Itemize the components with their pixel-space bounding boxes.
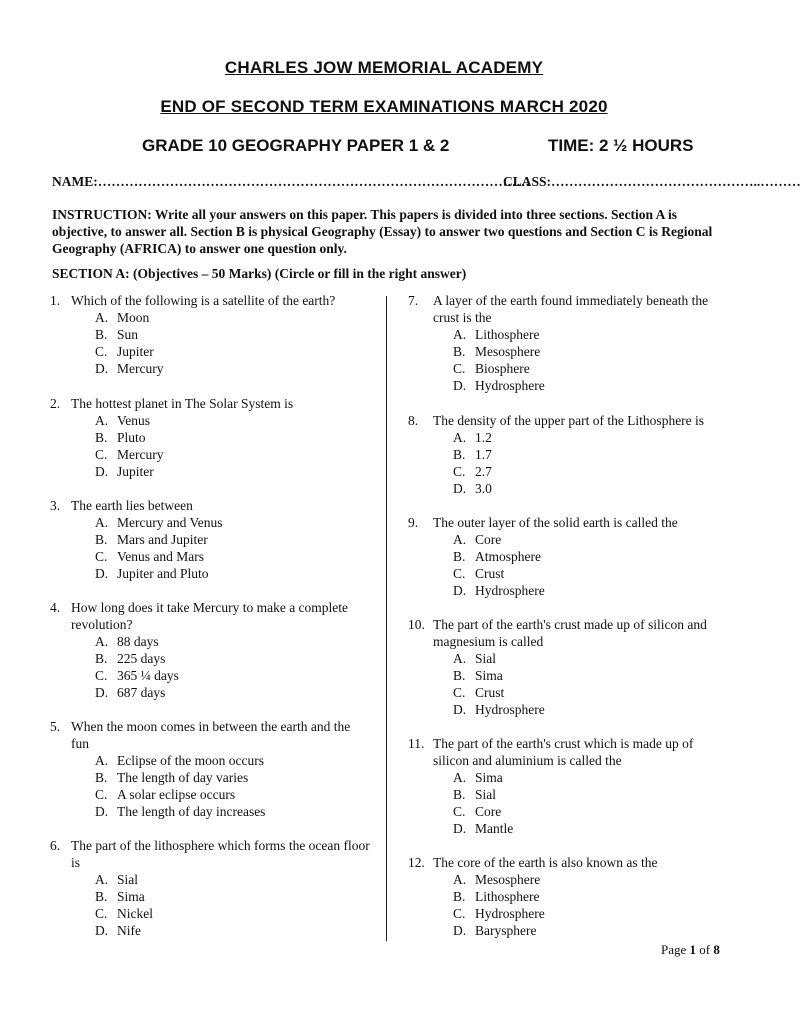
option[interactable]: A. Lithosphere: [453, 327, 540, 342]
question-number: 3.: [50, 498, 61, 513]
option-list: [453, 769, 513, 837]
exam-title: END OF SECOND TERM EXAMINATIONS MARCH 2020: [160, 97, 608, 116]
option[interactable]: A. 88 days: [95, 634, 159, 649]
question-number: 9.: [408, 515, 419, 530]
option[interactable]: D. Hydrosphere: [453, 583, 545, 598]
page-number: Page 1 of 8: [661, 942, 720, 957]
question-number: 12.: [408, 855, 425, 870]
option-list: [95, 752, 265, 820]
option[interactable]: D. Mercury: [95, 361, 164, 376]
option-list: [95, 514, 222, 582]
option[interactable]: B. The length of day varies: [95, 770, 249, 785]
paper-title: GRADE 10 GEOGRAPHY PAPER 1 & 2: [142, 136, 450, 155]
option[interactable]: B. Mars and Jupiter: [95, 532, 208, 547]
option[interactable]: C. Crust: [453, 685, 505, 700]
option[interactable]: D. Mantle: [453, 821, 514, 836]
option[interactable]: A. Venus: [95, 413, 150, 428]
option[interactable]: A. 1.2: [453, 430, 492, 445]
column-divider: [386, 296, 387, 941]
question-number: 4.: [50, 600, 61, 615]
option[interactable]: A. Sial: [453, 651, 497, 666]
option-list: [453, 531, 545, 599]
option[interactable]: B. Sial: [453, 787, 497, 802]
question-stem: Which of the following is a satellite of the earth?: [71, 293, 336, 308]
option[interactable]: B. Sima: [95, 889, 145, 904]
option[interactable]: C. Core: [453, 804, 502, 819]
option[interactable]: A. Eclipse of the moon occurs: [95, 753, 264, 768]
school-title: CHARLES JOW MEMORIAL ACADEMY: [224, 58, 544, 77]
question-stem: A layer of the earth found immediately beneath the crust is the: [433, 293, 709, 325]
option-list: [95, 871, 153, 939]
question-number: 1.: [50, 293, 61, 308]
option-list: [453, 326, 545, 394]
option[interactable]: D. The length of day increases: [95, 804, 266, 819]
question-stem: The earth lies between: [71, 498, 193, 513]
question-stem: The part of the lithosphere which forms the ocean floor is: [71, 838, 370, 870]
option[interactable]: A. Sial: [95, 872, 139, 887]
option[interactable]: C. Crust: [453, 566, 505, 581]
option-list: [95, 412, 163, 480]
option[interactable]: B. Sima: [453, 668, 503, 683]
question-number: 11.: [408, 736, 425, 751]
name-class-row: [52, 174, 801, 190]
option[interactable]: A. Sima: [453, 770, 503, 785]
question-stem: The part of the earth's crust which is made up of silicon and aluminium is called the: [433, 736, 694, 768]
option[interactable]: C. Venus and Mars: [95, 549, 204, 564]
option-list: [95, 309, 163, 377]
option[interactable]: B. 225 days: [95, 651, 166, 666]
question-number: 10.: [408, 617, 425, 632]
question-number: 7.: [408, 293, 419, 308]
option[interactable]: B. 1.7: [453, 447, 492, 462]
option[interactable]: C. 365 ¼ days: [95, 668, 179, 683]
question-stem: The outer layer of the solid earth is called the: [433, 515, 678, 530]
option[interactable]: D. Nife: [95, 923, 141, 938]
option[interactable]: A. Mesosphere: [453, 872, 541, 887]
question-number: 8.: [408, 413, 419, 428]
option[interactable]: A. Core: [453, 532, 502, 547]
section-a-heading: SECTION A: (Objectives – 50 Marks) (Circle or fill in the right answer): [52, 266, 467, 281]
question-stem: The density of the upper part of the Lithosphere is: [433, 413, 705, 428]
exam-time: TIME: 2 ½ HOURS: [548, 136, 694, 155]
option[interactable]: C. Mercury: [95, 447, 164, 462]
question-stem: When the moon comes in between the earth and the fun: [71, 719, 351, 751]
question-stem: The hottest planet in The Solar System is: [71, 396, 294, 411]
instruction-text: INSTRUCTION: Write all your answers on this paper. This papers is divided into three sections. Section A is objective, to answer all. Section B is physical Geography (Essay) to answer two questions and Section C is Regional Geography (AFRICA) to answer one question only.: [52, 207, 713, 256]
option[interactable]: D. Hydrosphere: [453, 702, 545, 717]
option[interactable]: A. Moon: [95, 310, 150, 325]
option-list: [453, 429, 492, 497]
class-field: CLASS:………………………………………..………: [503, 174, 801, 189]
option[interactable]: C. A solar eclipse occurs: [95, 787, 236, 802]
option[interactable]: C. Biosphere: [453, 361, 530, 376]
name-field: NAME:……………………………………………………………………………………: [52, 174, 530, 189]
question-stem: The part of the earth's crust made up of silicon and magnesium is called: [433, 617, 707, 649]
option[interactable]: D. Barysphere: [453, 923, 537, 938]
question-number: 2.: [50, 396, 61, 411]
option-list: [453, 650, 545, 718]
paper-line: [142, 136, 717, 156]
question-number: 6.: [50, 838, 61, 853]
option[interactable]: C. Jupiter: [95, 344, 154, 359]
option[interactable]: D. Hydrosphere: [453, 378, 545, 393]
question-stem: How long does it take Mercury to make a complete revolution?: [71, 600, 349, 632]
question-stem: The core of the earth is also known as the: [433, 855, 658, 870]
option[interactable]: B. Sun: [95, 327, 139, 342]
option[interactable]: D. Jupiter: [95, 464, 154, 479]
option[interactable]: B. Atmosphere: [453, 549, 541, 564]
option-list: [95, 633, 179, 701]
option-list: [453, 871, 545, 939]
option[interactable]: D. 3.0: [453, 481, 492, 496]
option[interactable]: C. 2.7: [453, 464, 492, 479]
option[interactable]: C. Nickel: [95, 906, 153, 921]
option[interactable]: A. Mercury and Venus: [95, 515, 223, 530]
question-number: 5.: [50, 719, 61, 734]
option[interactable]: B. Pluto: [95, 430, 146, 445]
option[interactable]: B. Lithosphere: [453, 889, 540, 904]
option[interactable]: D. 687 days: [95, 685, 166, 700]
option[interactable]: D. Jupiter and Pluto: [95, 566, 209, 581]
option[interactable]: C. Hydrosphere: [453, 906, 545, 921]
option[interactable]: B. Mesosphere: [453, 344, 541, 359]
